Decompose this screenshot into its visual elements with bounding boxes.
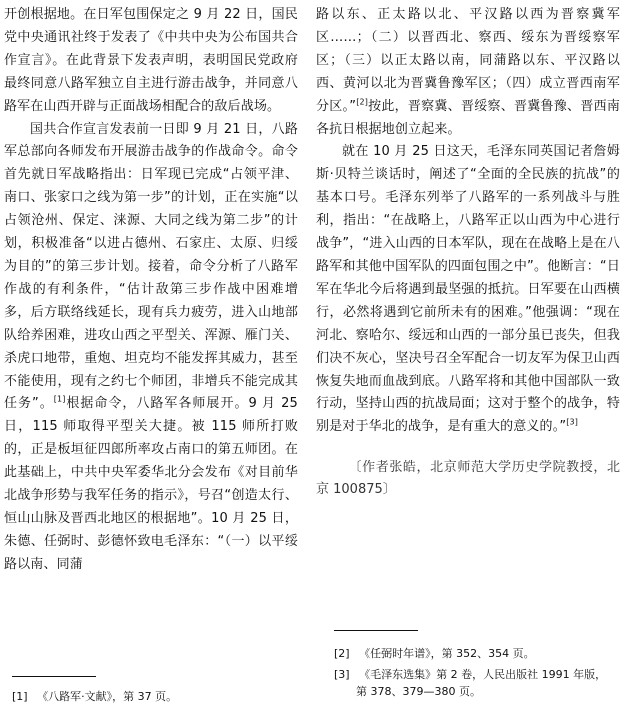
footnote-ref-3[interactable]: [3] <box>566 417 579 427</box>
paragraph-text: 按此，晋察冀、晋绥察、晋冀鲁豫、晋西南各抗日根据地创立起来。 <box>316 98 620 137</box>
footnote-2 <box>334 645 622 662</box>
left-column <box>4 4 298 577</box>
body-paragraph <box>4 119 298 577</box>
footnote-divider <box>12 676 96 677</box>
footnote-1 <box>12 688 302 705</box>
paragraph-text: 路以东、正太路以北、平汉路以西为晋察冀军区……；（二）以晋西北、察西、绥东为晋绥察军区；（三）以正太路以南，同蒲路以东、平汉路以西、黄河以北为晋冀鲁豫军区；（四）成立晋西南军分区。” <box>316 7 620 114</box>
footnote-text: 《毛泽东选集》第 2 卷，人民出版社 1991 年版， <box>359 668 607 681</box>
body-paragraph <box>4 4 298 119</box>
footnote-text: 《任弼时年谱》，第 352、354 页。 <box>359 647 535 660</box>
footnote-divider <box>334 630 418 631</box>
paragraph-text: 就在 10 月 25 日这天，毛泽东同英国记者詹姆斯·贝特兰谈话时，阐述了“全面的全民族的抗战”的基本口号。毛泽东列举了八路军的一系列战斗与胜利，指出：“在战略上，八路军正以山西为中心进行战争”，“进入山西的日本军队，现在在战略上是在八路军和其他中国军队的四面包围之中”。他断言：“日军在华北今后将遇到最坚强的抵抗。日军要在山西横行，必然将遇到它前所未有的困难。”他强调：“现在河北、察哈尔、绥远和山西的一部分虽已丧失，但我们决不灰心，坚决号召全军配合一切友军为保卫山西恢复失地而血战到底。八路军将和其他中国部队一致行动，坚持山西的抗战局面；这对于整个的战争，特别是对于华北的战争，是有重大的意义的。” <box>316 144 620 435</box>
body-paragraph <box>316 4 620 141</box>
footnote-ref-1[interactable]: [1] <box>53 395 66 405</box>
footnote-number: [2] <box>334 647 350 660</box>
right-column <box>316 4 620 501</box>
paragraph-text: 开创根据地。在日军包围保定之 9 月 22 日，国民党中央通讯社终于发表了《中共中央为公布国共合作宣言》。在此背景下发表声明，表明国民党政府最终同意八路军独立自主进行游击战争，并同意八路军在山西开辟与正面战场相配合的敌后战场。 <box>4 7 298 114</box>
paragraph-text: 根据命令，八路军各师展开。9 月 25 日，115 师取得平型关大捷。被 115 师所打败的，正是板垣征四郎所率攻占南口的第五师团。在此基础上，中共中央军委华北分会发布《对目前华北战争形势与我军任务的指示》，号召“创造太行、恒山山脉及晋西北地区的根据地”。10 月 25 日，朱德、任弼时、彭德怀致电毛泽东：“（一）以平绥路以南、同蒲 <box>4 396 298 572</box>
footnote-number: [1] <box>12 690 28 703</box>
footnote-number: [3] <box>334 668 350 681</box>
footnote-ref-2[interactable]: [2] <box>356 97 368 107</box>
paragraph-text: 国共合作宣言发表前一日即 9 月 21 日，八路军总部向各师发布开展游击战争的作战命令。命令首先就日军战略指出：日军现已完成“占领平津、南口、张家口之线为第一步”的计划，正在实施“以占领沧州、保定、涞源、大同之线为第二步”的计划，积极准备“以进占德州、石家庄、太原、归绥为目的”的第三步计划。接着，命令分析了八路军作战的有利条件，“估计敌第三步作战中困难增多，后方联络线延长，现有兵力疲劳，进入山地部队给养困难，进攻山西之平型关、浑源、雁门关、杀虎口地带，重炮、坦克均不能发挥其威力，甚至不能使用，现有之约七个师团，非增兵不能完成其任务”。 <box>4 121 298 412</box>
footnote-text: 第 378、379—380 页。 <box>356 685 481 698</box>
footnote-text: 《八路军·文献》，第 37 页。 <box>37 690 178 703</box>
body-paragraph <box>316 141 620 439</box>
footnote-3 <box>334 666 622 700</box>
author-info: 〔作者张皓，北京师范大学历史学院教授，北京 100875〕 <box>316 460 620 498</box>
